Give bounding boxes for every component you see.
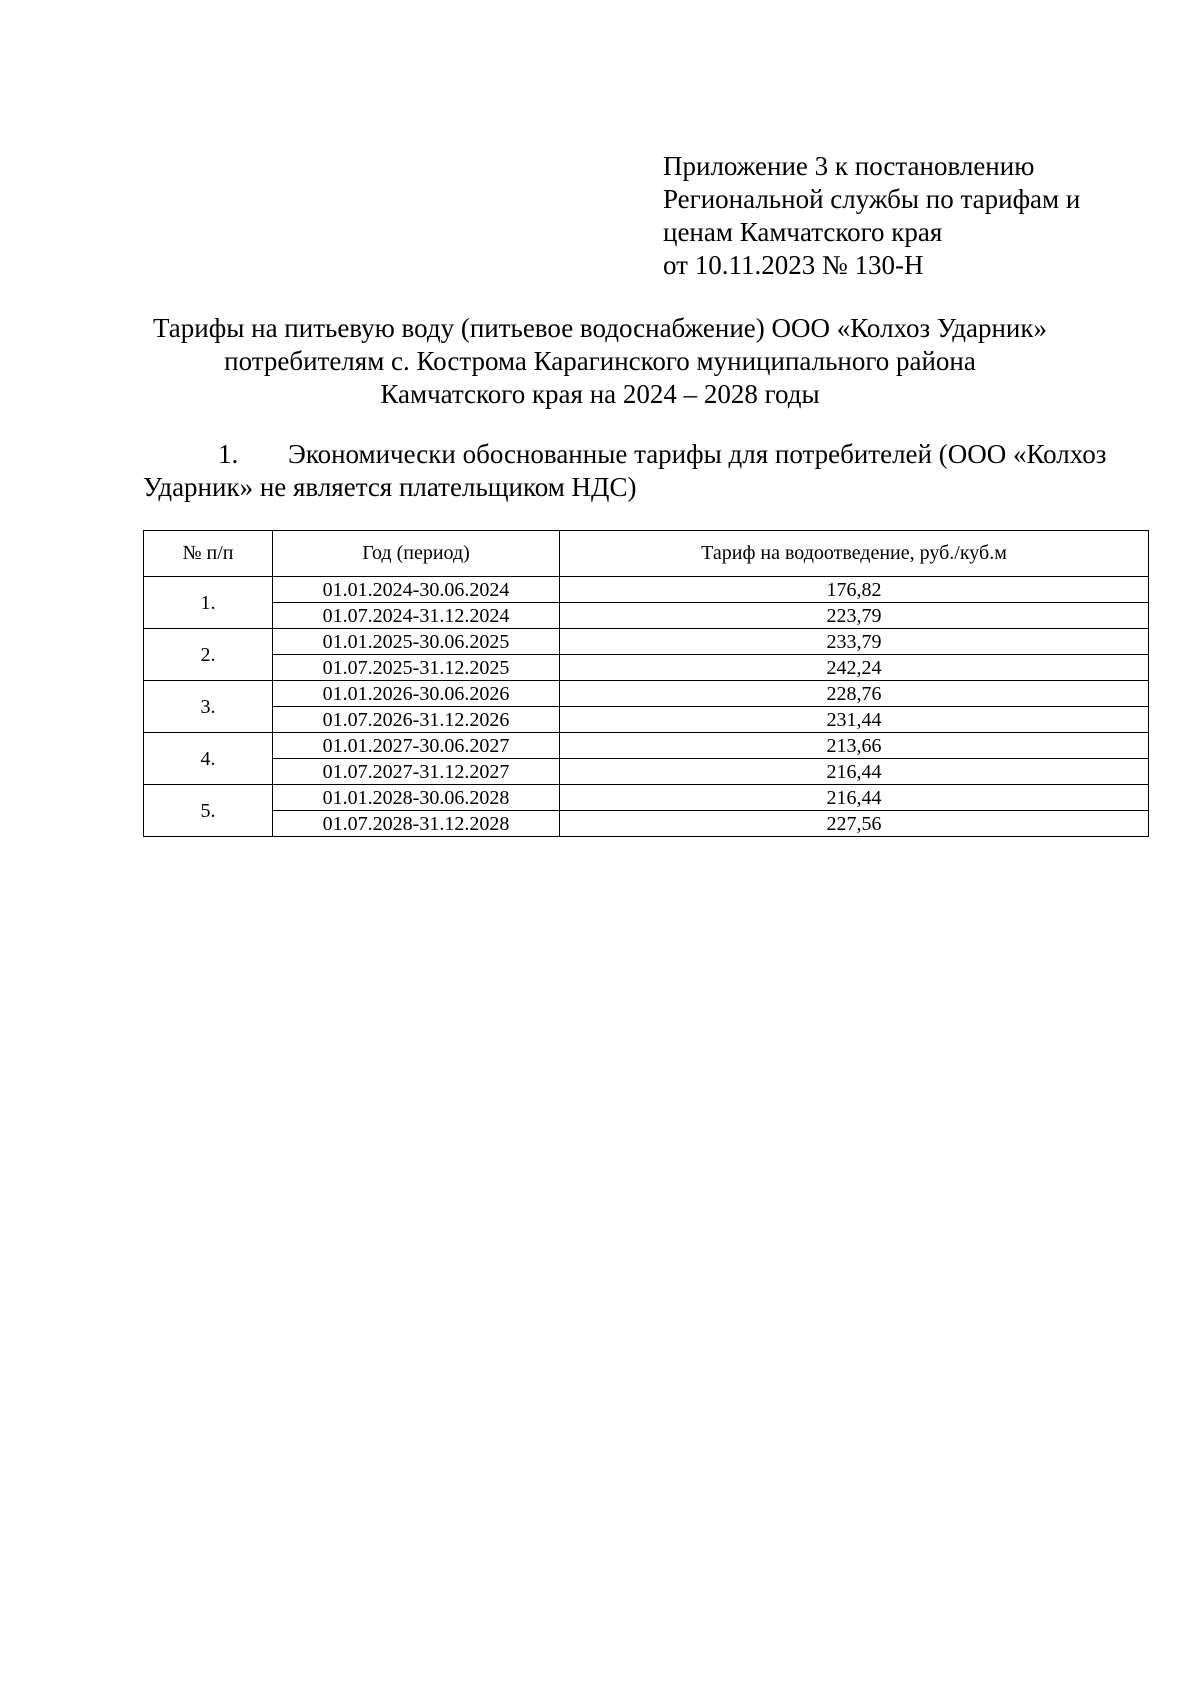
appendix-line: Приложение 3 к постановлению [663, 151, 1035, 181]
appendix-header [663, 150, 1080, 282]
table-row [144, 759, 1149, 785]
section-first-line [143, 438, 1148, 471]
appendix-line: ценам Камчатского края [663, 217, 943, 247]
section-text-line2: Ударник» не является плательщиком НДС) [143, 472, 637, 502]
row-tariff: 213,66 [560, 733, 1149, 759]
row-number: 4. [144, 733, 273, 785]
row-number: 3. [144, 681, 273, 733]
tariff-table [143, 530, 1149, 837]
row-tariff: 216,44 [560, 785, 1149, 811]
row-tariff: 223,79 [560, 603, 1149, 629]
row-period: 01.01.2024-30.06.2024 [273, 577, 560, 603]
row-number: 5. [144, 785, 273, 837]
row-period: 01.07.2026-31.12.2026 [273, 707, 560, 733]
row-period: 01.01.2025-30.06.2025 [273, 629, 560, 655]
table-row [144, 785, 1149, 811]
row-tariff: 233,79 [560, 629, 1149, 655]
table-row [144, 577, 1149, 603]
table-row [144, 733, 1149, 759]
title-line: Камчатского края на 2024 – 2028 годы [380, 379, 820, 409]
table-header-row [144, 531, 1149, 577]
appendix-line: Региональной службы по тарифам и [663, 184, 1081, 214]
row-period: 01.07.2025-31.12.2025 [273, 655, 560, 681]
appendix-line: от 10.11.2023 № 130-Н [663, 250, 924, 280]
table-row [144, 811, 1149, 837]
row-period: 01.07.2027-31.12.2027 [273, 759, 560, 785]
section-heading [143, 438, 1148, 504]
header-period: Год (период) [273, 531, 560, 577]
row-number: 2. [144, 629, 273, 681]
row-number: 1. [144, 577, 273, 629]
table-row [144, 655, 1149, 681]
table-row [144, 681, 1149, 707]
row-tariff: 176,82 [560, 577, 1149, 603]
title-line: потребителям с. Кострома Карагинского муниципального района [224, 346, 976, 376]
document-title [100, 312, 1100, 411]
table-row [144, 707, 1149, 733]
row-period: 01.07.2028-31.12.2028 [273, 811, 560, 837]
table-row [144, 629, 1149, 655]
row-tariff: 242,24 [560, 655, 1149, 681]
row-period: 01.01.2026-30.06.2026 [273, 681, 560, 707]
title-line: Тарифы на питьевую воду (питьевое водоснабжение) ООО «Колхоз Ударник» [152, 313, 1048, 343]
row-tariff: 216,44 [560, 759, 1149, 785]
table-row [144, 603, 1149, 629]
header-tariff: Тариф на водоотведение, руб./куб.м [560, 531, 1149, 577]
row-period: 01.01.2028-30.06.2028 [273, 785, 560, 811]
section-number: 1. [218, 439, 239, 469]
header-num: № п/п [144, 531, 273, 577]
row-tariff: 231,44 [560, 707, 1149, 733]
section-text-line1: Экономически обоснованные тарифы для потребителей (ООО «Колхоз [288, 439, 1107, 469]
row-tariff: 228,76 [560, 681, 1149, 707]
row-period: 01.01.2027-30.06.2027 [273, 733, 560, 759]
row-tariff: 227,56 [560, 811, 1149, 837]
row-period: 01.07.2024-31.12.2024 [273, 603, 560, 629]
